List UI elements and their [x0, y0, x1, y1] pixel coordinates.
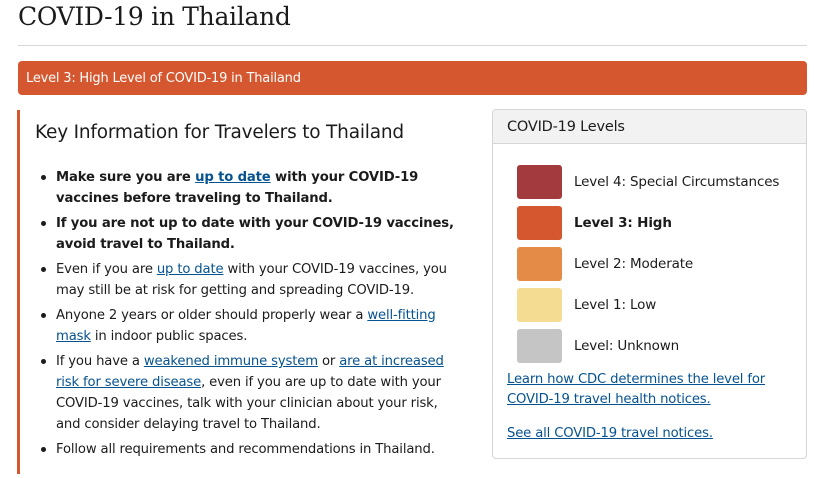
list-item-avoid-travel	[34, 213, 460, 255]
list-item-still-at-risk	[34, 259, 460, 301]
level-3-row	[517, 206, 672, 240]
level-unknown-row	[517, 329, 679, 363]
bullet-text: Anyone 2 years or older should properly wear a	[56, 308, 368, 323]
level-1-label: Level 1: Low	[574, 297, 657, 313]
bullet-text: with your COVID-19 vaccines before traveling to Thailand.	[56, 170, 419, 206]
covid-levels-card	[492, 109, 807, 459]
list-item-wear-mask	[34, 305, 460, 347]
page-title: COVID-19 in Thailand	[18, 2, 291, 31]
title-divider	[18, 45, 807, 46]
level-2-row	[517, 247, 693, 281]
bullet-text: or	[317, 354, 340, 369]
bullet-text: , even if you are up to date with your COVID-19 vaccines, talk with your clinician about your risk, and consider delaying travel to Thailand.	[56, 375, 441, 432]
bullet-text: Make sure you are	[56, 170, 196, 185]
level-4-row	[517, 165, 779, 199]
level-banner	[18, 61, 807, 95]
level-1-swatch	[517, 288, 562, 322]
level-4-label: Level 4: Special Circumstances	[574, 174, 780, 190]
level-1-row	[517, 288, 656, 322]
level-banner-text: Level 3: High Level of COVID-19 in Thailand	[26, 70, 301, 86]
level-3-swatch	[517, 206, 562, 240]
up-to-date-link[interactable]: up to date	[156, 262, 224, 277]
key-information-heading: Key Information for Travelers to Thailand	[35, 122, 404, 143]
bullet-text: with your COVID-19 vaccines, you may still be at risk for getting and spreading COVID-19.	[56, 262, 447, 298]
covid-levels-title: COVID-19 Levels	[507, 118, 625, 135]
well-fitting-mask-link[interactable]: well-fitting mask	[56, 308, 436, 344]
see-all-notices-link[interactable]: See all COVID-19 travel notices.	[507, 426, 713, 441]
weakened-immune-system-link[interactable]: weakened immune system	[143, 354, 318, 369]
increased-risk-link[interactable]: are at increased risk for severe disease	[56, 354, 444, 390]
learn-levels-link[interactable]: Learn how CDC determines the level for COVID-19 travel health notices.	[507, 372, 766, 407]
bullet-text: Even if you are	[56, 262, 157, 277]
bullet-text: If you have a	[56, 354, 144, 369]
level-4-swatch	[517, 165, 562, 199]
list-item-follow-requirements	[34, 439, 460, 460]
bullet-text: in indoor public spaces.	[90, 329, 248, 344]
level-unknown-swatch	[517, 329, 562, 363]
covid-levels-header	[493, 110, 806, 144]
key-information-panel	[17, 110, 472, 474]
bullet-text: If you are not up to date with your COVID-19 vaccines, avoid travel to Thailand.	[56, 216, 454, 252]
bullet-text: Follow all requirements and recommendations in Thailand.	[56, 442, 435, 457]
list-item-weakened-immune	[34, 351, 460, 435]
level-unknown-label: Level: Unknown	[574, 338, 680, 354]
key-information-list	[34, 167, 460, 464]
level-2-label: Level 2: Moderate	[574, 256, 694, 272]
up-to-date-link[interactable]: up to date	[195, 170, 271, 185]
level-3-label: Level 3: High	[574, 215, 672, 231]
list-item-vaccines-up-to-date	[34, 167, 460, 209]
level-2-swatch	[517, 247, 562, 281]
